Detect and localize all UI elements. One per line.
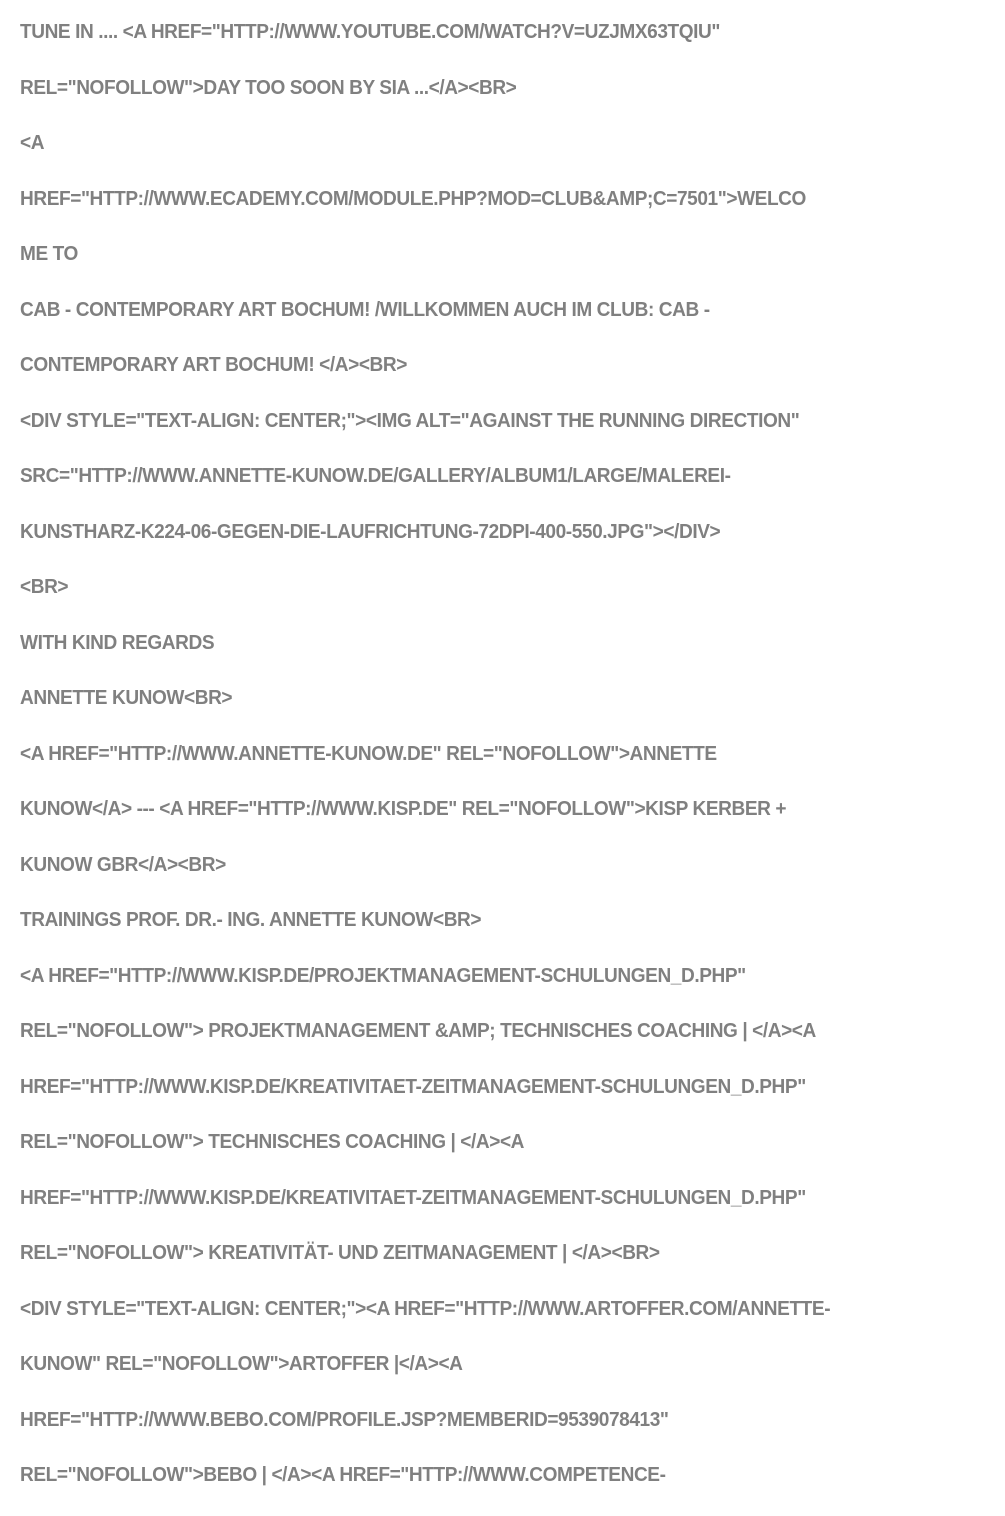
text-line: <DIV STYLE="TEXT-ALIGN: CENTER;"><A HREF="HTTP://WWW.ARTOFFER.COM/ANNETTE- <box>20 1296 831 1320</box>
text-line: TRAININGS PROF. DR.- ING. ANNETTE KUNOW<BR> <box>20 908 482 931</box>
text-line: REL="NOFOLLOW"> TECHNISCHES COACHING | </A><A <box>20 1130 525 1153</box>
text-line: KUNSTHARZ-K224-06-GEGEN-DIE-LAUFRICHTUNG-72DPI-400-550.JPG"></DIV> <box>20 519 721 543</box>
text-line: TUNE IN .... <A HREF="HTTP://WWW.YOUTUBE.COM/WATCH?V=UZJMX63TQIU" <box>20 20 721 43</box>
text-line: KUNOW</A> --- <A HREF="HTTP://WWW.KISP.DE" REL="NOFOLLOW">KISP KERBER + <box>20 797 787 820</box>
text-line: HREF="HTTP://WWW.BEBO.COM/PROFILE.JSP?MEMBERID=9539078413" <box>20 1407 669 1431</box>
text-line: CAB - CONTEMPORARY ART BOCHUM! /WILLKOMMEN AUCH IM CLUB: CAB - <box>20 297 710 321</box>
text-line: <A HREF="HTTP://WWW.KISP.DE/PROJEKTMANAGEMENT-SCHULUNGEN_D.PHP" <box>20 963 746 987</box>
text-line: <A <box>20 131 45 154</box>
text-line: <BR> <box>20 575 69 598</box>
text-line: WITH KIND REGARDS <box>20 630 215 654</box>
text-line: KUNOW" REL="NOFOLLOW">ARTOFFER |</A><A <box>20 1352 463 1375</box>
text-line: REL="NOFOLLOW"> KREATIVITÄT- UND ZEITMANAGEMENT | </A><BR> <box>20 1241 660 1264</box>
text-line: <DIV STYLE="TEXT-ALIGN: CENTER;"><IMG ALT="AGAINST THE RUNNING DIRECTION" <box>20 408 800 432</box>
text-line: HREF="HTTP://WWW.KISP.DE/KREATIVITAET-ZEITMANAGEMENT-SCHULUNGEN_D.PHP" <box>20 1074 806 1098</box>
text-line: KUNOW GBR</A><BR> <box>20 852 226 876</box>
text-line: ANNETTE KUNOW<BR> <box>20 686 233 709</box>
text-line: <A HREF="HTTP://WWW.ANNETTE-KUNOW.DE" REL="NOFOLLOW">ANNETTE <box>20 741 717 765</box>
text-line: REL="NOFOLLOW"> PROJEKTMANAGEMENT &AMP; TECHNISCHES COACHING | </A><A <box>20 1019 816 1042</box>
text-line: CONTEMPORARY ART BOCHUM! </A><BR> <box>20 353 407 376</box>
text-line: ME TO <box>20 242 78 265</box>
text-line: REL="NOFOLLOW">DAY TOO SOON BY SIA ...</A><BR> <box>20 75 517 99</box>
text-line: HREF="HTTP://WWW.KISP.DE/KREATIVITAET-ZEITMANAGEMENT-SCHULUNGEN_D.PHP" <box>20 1185 806 1209</box>
text-line: HREF="HTTP://WWW.ECADEMY.COM/MODULE.PHP?MOD=CLUB&AMP;C=7501">WELCO <box>20 186 806 210</box>
text-line: REL="NOFOLLOW">BEBO | </A><A HREF="HTTP://WWW.COMPETENCE- <box>20 1463 666 1486</box>
text-line: SRC="HTTP://WWW.ANNETTE-KUNOW.DE/GALLERY/ALBUM1/LARGE/MALEREI- <box>20 464 731 487</box>
